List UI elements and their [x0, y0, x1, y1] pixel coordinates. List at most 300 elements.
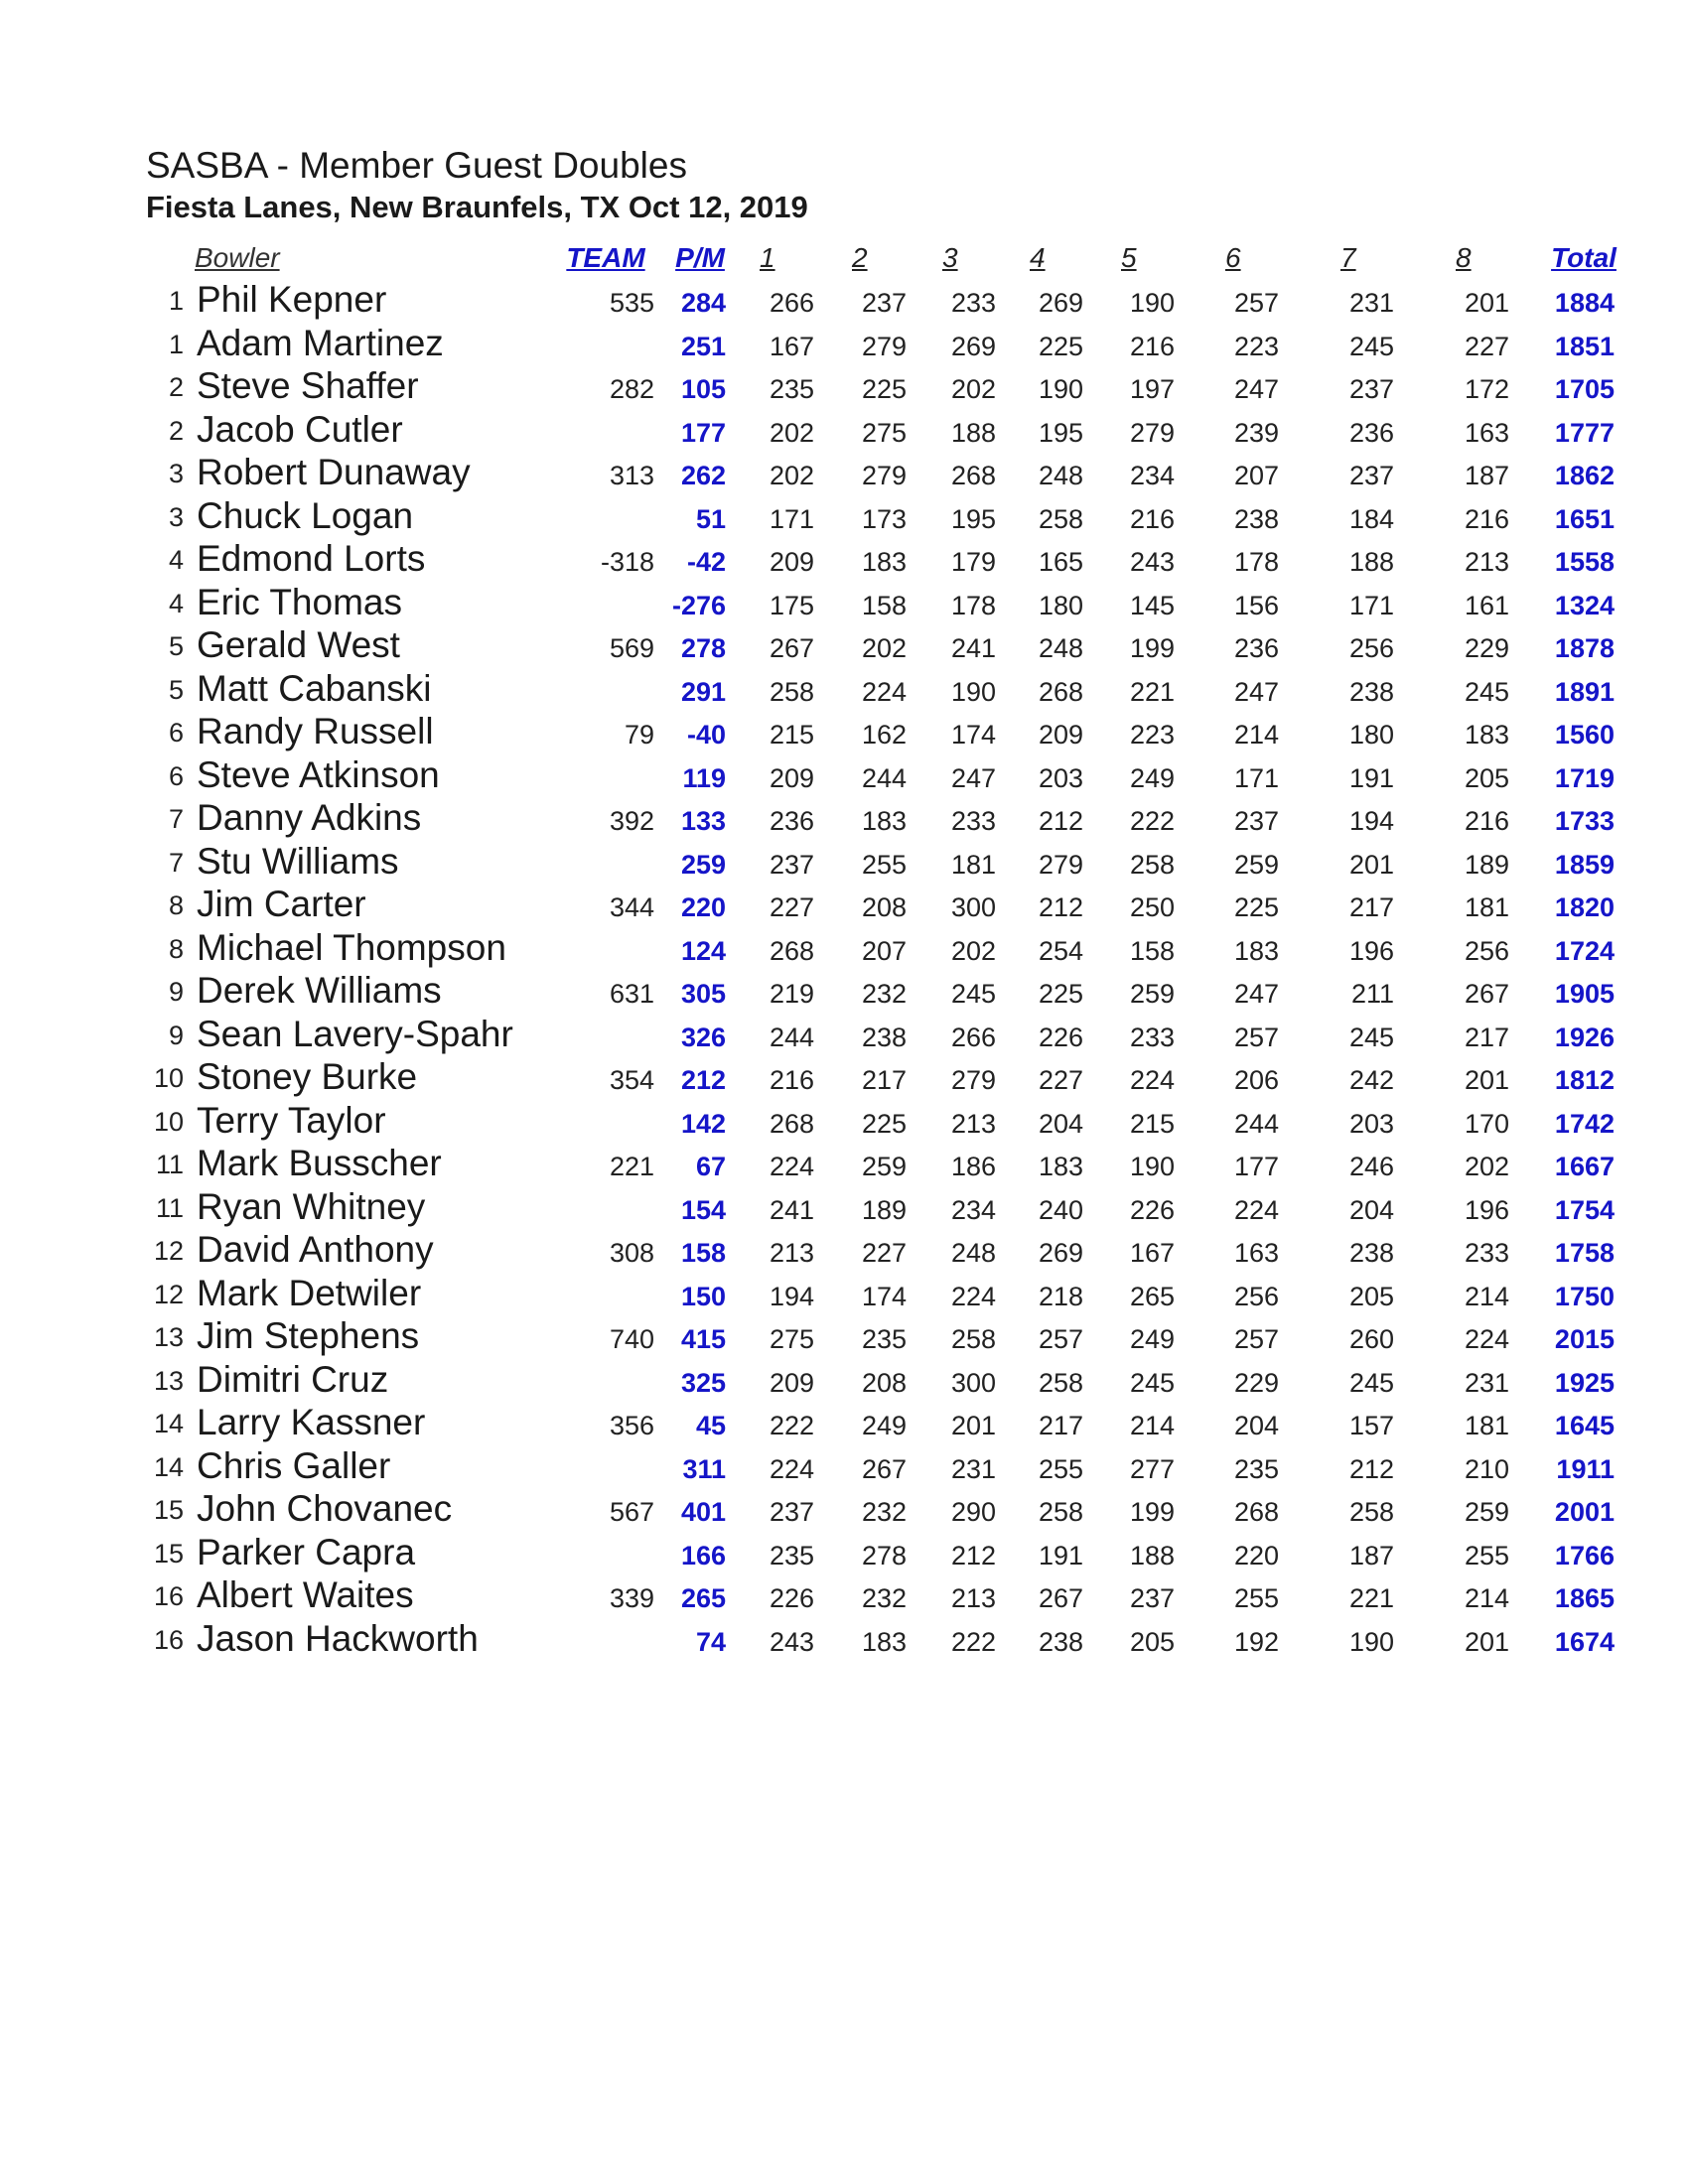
table-row — [0, 1101, 1688, 1145]
rank: 10 — [153, 1106, 184, 1137]
total-score: 1733 — [1554, 806, 1615, 836]
team-score: 79 — [624, 720, 654, 750]
plus-minus: 259 — [680, 849, 726, 880]
game-4: 240 — [1038, 1194, 1083, 1225]
bowler-name: Mark Busscher — [197, 1143, 442, 1183]
game-1: 244 — [769, 1022, 814, 1052]
total-score: 1742 — [1554, 1108, 1615, 1139]
game-7: 187 — [1348, 1540, 1394, 1570]
total-score: 1750 — [1554, 1281, 1615, 1311]
game-2: 235 — [861, 1324, 907, 1354]
game-3: 248 — [950, 1238, 996, 1268]
game-8: 189 — [1464, 849, 1509, 880]
game-6: 256 — [1233, 1281, 1279, 1311]
game-1: 235 — [769, 1540, 814, 1570]
game-1: 236 — [769, 806, 814, 836]
header-game-7: 7 — [1340, 242, 1356, 273]
game-6: 247 — [1233, 676, 1279, 707]
team-score: 740 — [609, 1324, 654, 1354]
game-3: 178 — [950, 590, 996, 620]
game-5: 222 — [1129, 806, 1175, 836]
total-score: 2001 — [1554, 1497, 1615, 1527]
game-6: 204 — [1233, 1411, 1279, 1440]
game-4: 254 — [1038, 935, 1083, 966]
total-score: 1758 — [1554, 1238, 1615, 1268]
game-5: 199 — [1129, 633, 1175, 663]
game-7: 236 — [1348, 417, 1394, 448]
game-8: 201 — [1464, 288, 1509, 318]
game-6: 177 — [1233, 1152, 1279, 1181]
rank: 9 — [168, 977, 184, 1007]
game-4: 269 — [1038, 1238, 1083, 1268]
bowler-name: Derek Williams — [197, 970, 442, 1011]
game-7: 212 — [1348, 1453, 1394, 1484]
plus-minus: 133 — [680, 806, 726, 836]
game-2: 279 — [861, 331, 907, 361]
game-3: 202 — [950, 374, 996, 404]
rank: 6 — [168, 718, 184, 748]
plus-minus: 325 — [680, 1367, 726, 1398]
table-row — [0, 1489, 1688, 1533]
header-bowler: Bowler — [195, 242, 280, 273]
game-4: 190 — [1038, 374, 1083, 404]
game-7: 171 — [1348, 590, 1394, 620]
game-1: 267 — [769, 633, 814, 663]
game-2: 202 — [861, 633, 907, 663]
game-3: 241 — [950, 633, 996, 663]
game-5: 258 — [1129, 849, 1175, 880]
table-row — [0, 1144, 1688, 1187]
game-1: 171 — [769, 503, 814, 534]
table-row — [0, 496, 1688, 540]
total-score: 1645 — [1554, 1411, 1615, 1440]
game-2: 278 — [861, 1540, 907, 1570]
game-4: 225 — [1038, 979, 1083, 1009]
bowler-name: Adam Martinez — [197, 322, 444, 363]
game-6: 206 — [1233, 1065, 1279, 1095]
page-subtitle: Fiesta Lanes, New Braunfels, TX Oct 12, 2019 — [146, 190, 808, 224]
game-2: 237 — [861, 288, 907, 318]
game-3: 234 — [950, 1194, 996, 1225]
game-7: 237 — [1348, 461, 1394, 490]
team-score: 392 — [609, 806, 654, 836]
game-2: 238 — [861, 1022, 907, 1052]
game-2: 249 — [861, 1411, 907, 1440]
game-3: 233 — [950, 288, 996, 318]
game-3: 222 — [950, 1626, 996, 1657]
bowler-name: Larry Kassner — [197, 1402, 426, 1442]
game-3: 231 — [950, 1453, 996, 1484]
game-8: 229 — [1464, 633, 1509, 663]
bowler-name: Terry Taylor — [197, 1099, 386, 1141]
game-2: 183 — [861, 547, 907, 577]
bowler-name: Eric Thomas — [197, 581, 402, 622]
table-row — [0, 625, 1688, 669]
table-row — [0, 410, 1688, 454]
game-8: 196 — [1464, 1194, 1509, 1225]
plus-minus: 278 — [680, 633, 726, 663]
team-score: 221 — [609, 1152, 654, 1181]
header-game-3: 3 — [942, 242, 958, 273]
game-1: 202 — [769, 461, 814, 490]
game-5: 223 — [1129, 720, 1175, 750]
bowler-name: John Chovanec — [197, 1488, 453, 1529]
game-7: 194 — [1348, 806, 1394, 836]
team-score: 344 — [609, 892, 654, 922]
table-row — [0, 1274, 1688, 1317]
game-8: 181 — [1464, 1411, 1509, 1440]
game-6: 268 — [1233, 1497, 1279, 1527]
game-4: 195 — [1038, 417, 1083, 448]
game-7: 217 — [1348, 892, 1394, 922]
game-6: 163 — [1233, 1238, 1279, 1268]
header-game-1: 1 — [760, 242, 775, 273]
game-7: 256 — [1348, 633, 1394, 663]
game-6: 207 — [1233, 461, 1279, 490]
game-6: 255 — [1233, 1583, 1279, 1613]
game-4: 227 — [1038, 1065, 1083, 1095]
game-8: 181 — [1464, 892, 1509, 922]
game-1: 237 — [769, 849, 814, 880]
total-score: 1865 — [1554, 1583, 1615, 1613]
team-score: 354 — [609, 1065, 654, 1095]
game-3: 181 — [950, 849, 996, 880]
game-2: 217 — [861, 1065, 907, 1095]
rank: 10 — [153, 1063, 184, 1093]
game-2: 173 — [861, 503, 907, 534]
game-1: 209 — [769, 547, 814, 577]
game-3: 213 — [950, 1108, 996, 1139]
game-1: 243 — [769, 1626, 814, 1657]
game-3: 300 — [950, 1367, 996, 1398]
rank: 11 — [155, 1150, 184, 1179]
bowler-name: Michael Thompson — [197, 926, 506, 968]
total-score: 1651 — [1554, 503, 1615, 534]
game-1: 213 — [769, 1238, 814, 1268]
game-3: 269 — [950, 331, 996, 361]
rank: 12 — [153, 1279, 184, 1309]
game-2: 208 — [861, 892, 907, 922]
game-1: 209 — [769, 762, 814, 793]
game-1: 202 — [769, 417, 814, 448]
game-5: 249 — [1129, 762, 1175, 793]
game-1: 175 — [769, 590, 814, 620]
game-8: 231 — [1464, 1367, 1509, 1398]
game-5: 245 — [1129, 1367, 1175, 1398]
game-5: 237 — [1129, 1583, 1175, 1613]
game-4: 248 — [1038, 461, 1083, 490]
rank: 5 — [168, 674, 184, 705]
game-3: 212 — [950, 1540, 996, 1570]
table-header-row — [0, 236, 1688, 280]
rank: 7 — [168, 804, 184, 834]
game-2: 225 — [861, 1108, 907, 1139]
game-1: 224 — [769, 1453, 814, 1484]
game-5: 216 — [1129, 331, 1175, 361]
plus-minus: 284 — [680, 288, 726, 318]
game-1: 258 — [769, 676, 814, 707]
game-3: 186 — [950, 1152, 996, 1181]
total-score: 1324 — [1554, 590, 1615, 620]
game-8: 259 — [1464, 1497, 1509, 1527]
team-score: 313 — [609, 461, 654, 490]
game-7: 191 — [1348, 762, 1394, 793]
plus-minus: 262 — [680, 461, 726, 490]
bowler-name: Phil Kepner — [197, 279, 387, 320]
rank: 4 — [168, 588, 184, 618]
game-3: 245 — [950, 979, 996, 1009]
bowler-name: Jacob Cutler — [197, 408, 403, 450]
game-4: 258 — [1038, 1367, 1083, 1398]
plus-minus: 119 — [682, 762, 726, 793]
header-game-4: 4 — [1030, 242, 1046, 273]
game-7: 211 — [1350, 979, 1394, 1009]
plus-minus: -276 — [671, 590, 726, 620]
team-score: 282 — [609, 374, 654, 404]
rank: 11 — [155, 1192, 184, 1223]
table-row — [0, 971, 1688, 1015]
game-8: 214 — [1464, 1281, 1509, 1311]
game-2: 259 — [861, 1152, 907, 1181]
game-5: 265 — [1129, 1281, 1175, 1311]
game-5: 167 — [1129, 1238, 1175, 1268]
game-8: 214 — [1464, 1583, 1509, 1613]
game-6: 214 — [1233, 720, 1279, 750]
rank: 2 — [168, 415, 184, 446]
game-7: 180 — [1348, 720, 1394, 750]
game-3: 279 — [950, 1065, 996, 1095]
game-1: 235 — [769, 374, 814, 404]
game-1: 226 — [769, 1583, 814, 1613]
game-8: 267 — [1464, 979, 1509, 1009]
game-6: 183 — [1233, 935, 1279, 966]
team-score: 569 — [609, 633, 654, 663]
total-score: 1812 — [1554, 1065, 1615, 1095]
page-title: SASBA - Member Guest Doubles — [146, 145, 687, 186]
game-6: 257 — [1233, 1324, 1279, 1354]
game-8: 202 — [1464, 1152, 1509, 1181]
team-score: 631 — [609, 979, 654, 1009]
table-row — [0, 798, 1688, 842]
plus-minus: 415 — [680, 1324, 726, 1354]
team-score: 535 — [609, 288, 654, 318]
game-1: 216 — [769, 1065, 814, 1095]
bowler-name: Jason Hackworth — [197, 1617, 479, 1659]
game-5: 233 — [1129, 1022, 1175, 1052]
game-4: 257 — [1038, 1324, 1083, 1354]
team-score: -318 — [600, 547, 654, 577]
game-3: 290 — [950, 1497, 996, 1527]
game-7: 237 — [1348, 374, 1394, 404]
game-8: 201 — [1464, 1626, 1509, 1657]
game-2: 232 — [861, 1583, 907, 1613]
plus-minus: 142 — [680, 1108, 726, 1139]
plus-minus: 291 — [680, 676, 726, 707]
plus-minus: -42 — [686, 547, 726, 577]
game-5: 259 — [1129, 979, 1175, 1009]
game-4: 218 — [1038, 1281, 1083, 1311]
game-6: 235 — [1233, 1453, 1279, 1484]
plus-minus: 251 — [680, 331, 726, 361]
game-3: 268 — [950, 461, 996, 490]
table-row — [0, 712, 1688, 755]
game-2: 189 — [861, 1194, 907, 1225]
bowler-name: Matt Cabanski — [197, 667, 432, 709]
total-score: 1558 — [1554, 547, 1615, 577]
total-score: 1878 — [1554, 633, 1615, 663]
game-8: 255 — [1464, 1540, 1509, 1570]
game-5: 190 — [1129, 1152, 1175, 1181]
game-3: 224 — [950, 1281, 996, 1311]
rank: 15 — [153, 1538, 184, 1569]
team-score: 308 — [609, 1238, 654, 1268]
game-4: 203 — [1038, 762, 1083, 793]
game-4: 165 — [1038, 547, 1083, 577]
game-7: 242 — [1348, 1065, 1394, 1095]
game-2: 174 — [861, 1281, 907, 1311]
plus-minus: 166 — [680, 1540, 726, 1570]
table-row — [0, 1446, 1688, 1490]
game-4: 217 — [1038, 1411, 1083, 1440]
game-5: 190 — [1129, 288, 1175, 318]
total-score: 1667 — [1554, 1152, 1615, 1181]
total-score: 1891 — [1554, 676, 1615, 707]
game-6: 257 — [1233, 288, 1279, 318]
rank: 13 — [153, 1365, 184, 1396]
game-7: 190 — [1348, 1626, 1394, 1657]
table-row — [0, 1057, 1688, 1101]
game-4: 269 — [1038, 288, 1083, 318]
game-6: 247 — [1233, 979, 1279, 1009]
game-1: 222 — [769, 1411, 814, 1440]
bowler-name: Gerald West — [197, 624, 400, 665]
game-8: 216 — [1464, 503, 1509, 534]
table-row — [0, 1230, 1688, 1274]
game-8: 256 — [1464, 935, 1509, 966]
bowler-name: Sean Lavery-Spahr — [197, 1013, 513, 1054]
game-4: 258 — [1038, 503, 1083, 534]
bowler-name: Stoney Burke — [197, 1056, 418, 1097]
table-row — [0, 1533, 1688, 1576]
total-score: 1859 — [1554, 849, 1615, 880]
rank: 13 — [153, 1322, 184, 1352]
game-4: 204 — [1038, 1108, 1083, 1139]
header-game-5: 5 — [1121, 242, 1137, 273]
game-8: 227 — [1464, 331, 1509, 361]
game-1: 219 — [769, 979, 814, 1009]
game-6: 220 — [1233, 1540, 1279, 1570]
bowler-name: Stu Williams — [197, 840, 399, 882]
bowler-name: Albert Waites — [197, 1574, 414, 1615]
plus-minus: 45 — [695, 1411, 726, 1440]
total-score: 1754 — [1554, 1194, 1615, 1225]
game-4: 268 — [1038, 676, 1083, 707]
game-7: 204 — [1348, 1194, 1394, 1225]
plus-minus: 150 — [680, 1281, 726, 1311]
game-7: 184 — [1348, 503, 1394, 534]
rank: 1 — [168, 329, 184, 359]
game-7: 205 — [1348, 1281, 1394, 1311]
total-score: 2015 — [1554, 1324, 1615, 1354]
table-row — [0, 366, 1688, 410]
game-5: 249 — [1129, 1324, 1175, 1354]
total-score: 1925 — [1554, 1367, 1615, 1398]
rank: 16 — [153, 1581, 184, 1611]
game-6: 237 — [1233, 806, 1279, 836]
game-5: 250 — [1129, 892, 1175, 922]
game-4: 209 — [1038, 720, 1083, 750]
game-7: 203 — [1348, 1108, 1394, 1139]
rank: 7 — [168, 847, 184, 878]
game-7: 238 — [1348, 676, 1394, 707]
total-score: 1560 — [1554, 720, 1615, 750]
table-row — [0, 1403, 1688, 1446]
bowler-name: Steve Shaffer — [197, 365, 419, 406]
game-3: 202 — [950, 935, 996, 966]
header-game-8: 8 — [1456, 242, 1472, 273]
bowler-name: Parker Capra — [197, 1531, 416, 1572]
bowler-name: Robert Dunaway — [197, 452, 471, 492]
rank: 6 — [168, 760, 184, 791]
game-3: 174 — [950, 720, 996, 750]
game-7: 157 — [1348, 1411, 1394, 1440]
game-2: 275 — [861, 417, 907, 448]
bowler-name: Danny Adkins — [197, 797, 422, 838]
game-2: 208 — [861, 1367, 907, 1398]
total-score: 1851 — [1554, 331, 1615, 361]
game-5: 158 — [1129, 935, 1175, 966]
game-5: 226 — [1129, 1194, 1175, 1225]
game-2: 158 — [861, 590, 907, 620]
game-3: 233 — [950, 806, 996, 836]
bowler-name: Edmond Lorts — [197, 538, 426, 579]
rank: 8 — [168, 933, 184, 964]
total-score: 1884 — [1554, 288, 1615, 318]
plus-minus: 220 — [680, 892, 726, 922]
game-2: 232 — [861, 979, 907, 1009]
game-2: 183 — [861, 806, 907, 836]
game-8: 224 — [1464, 1324, 1509, 1354]
game-1: 224 — [769, 1152, 814, 1181]
game-8: 213 — [1464, 547, 1509, 577]
plus-minus: 51 — [695, 503, 726, 534]
game-3: 201 — [950, 1411, 996, 1440]
game-2: 267 — [861, 1453, 907, 1484]
game-4: 258 — [1038, 1497, 1083, 1527]
game-6: 223 — [1233, 331, 1279, 361]
game-5: 214 — [1129, 1411, 1175, 1440]
bowler-name: Randy Russell — [197, 711, 434, 751]
table-row — [0, 453, 1688, 496]
rank: 1 — [168, 286, 184, 316]
game-6: 192 — [1233, 1626, 1279, 1657]
rank: 15 — [153, 1495, 184, 1525]
plus-minus: 305 — [680, 979, 726, 1009]
game-6: 224 — [1233, 1194, 1279, 1225]
table-row — [0, 1619, 1688, 1663]
game-3: 266 — [950, 1022, 996, 1052]
rank: 5 — [168, 631, 184, 661]
game-6: 247 — [1233, 374, 1279, 404]
team-score: 356 — [609, 1411, 654, 1440]
game-6: 259 — [1233, 849, 1279, 880]
game-1: 215 — [769, 720, 814, 750]
game-2: 224 — [861, 676, 907, 707]
game-7: 231 — [1348, 288, 1394, 318]
game-7: 238 — [1348, 1238, 1394, 1268]
team-score: 567 — [609, 1497, 654, 1527]
rank: 14 — [153, 1409, 184, 1438]
